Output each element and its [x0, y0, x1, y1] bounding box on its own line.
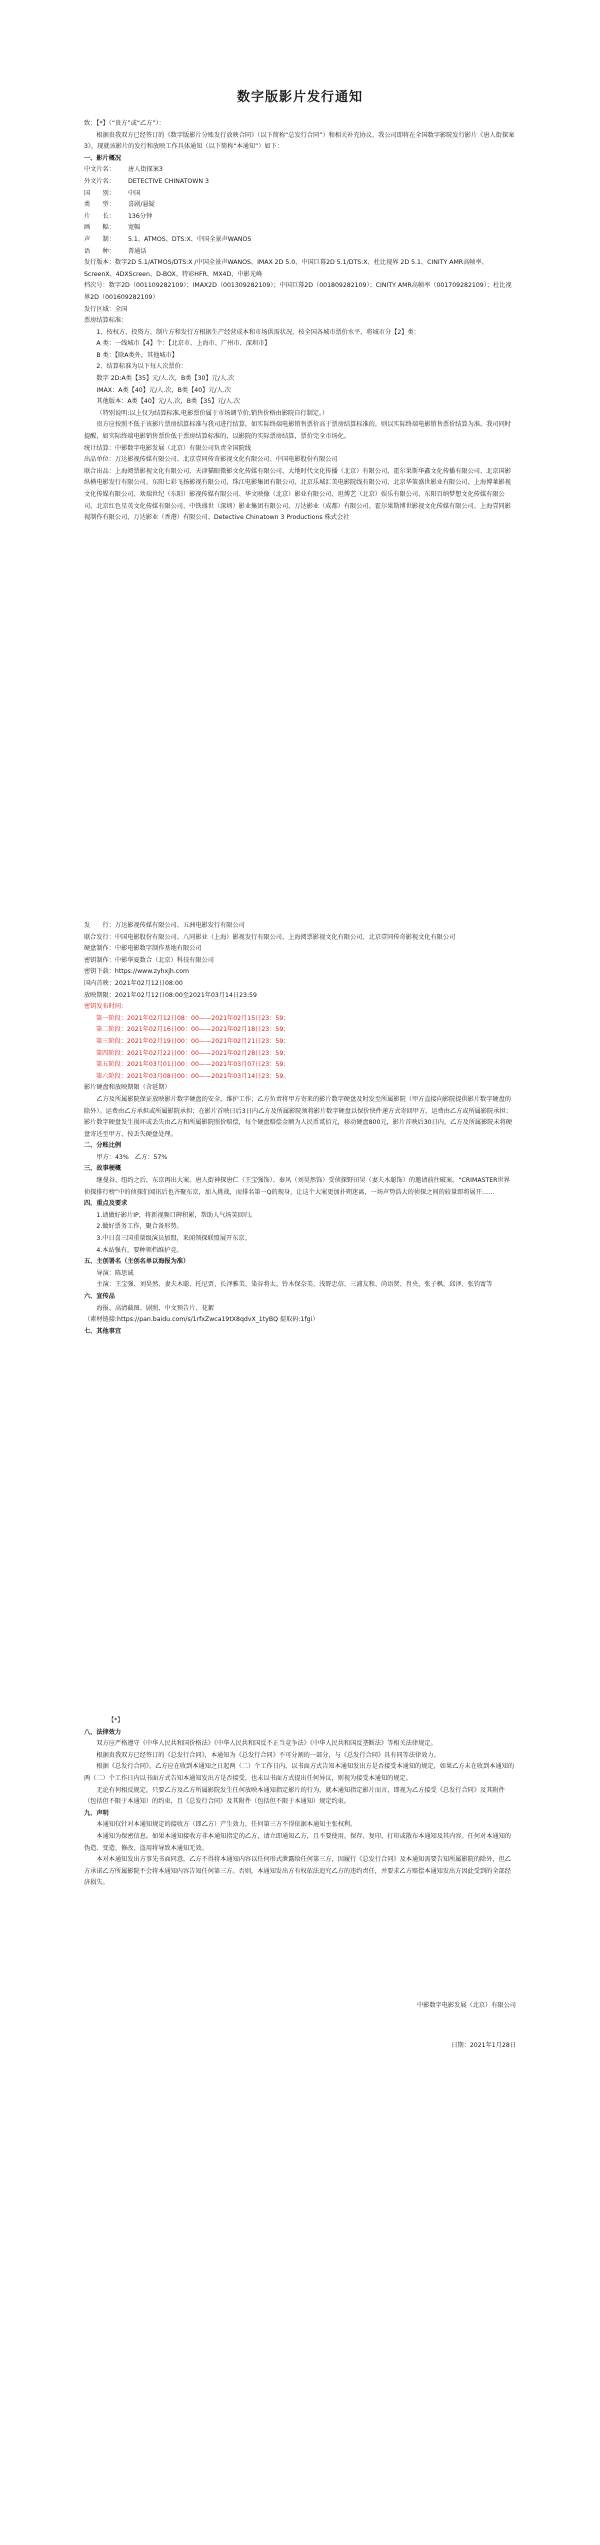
recipient-line: 致：【*】（“贵方”或“乙方”）：	[84, 120, 165, 127]
settlement-item: B 类：【除A类外，其他城市】	[96, 351, 178, 359]
info-row: 语 种： 普通话	[84, 247, 147, 255]
promo-items: 海报、高清截图、剧照、中文预告片、花絮	[96, 1304, 214, 1312]
info-row: 外文片名： DETECTIVE CHINATOWN 3	[84, 177, 209, 185]
info-row: 国 别： 中国	[84, 189, 141, 197]
intro-paragraph: 根据贵我双方已经签订的《数字版影片分账发行放映合同》（以下简称“总发行合同”）和相关补充协议，我公司即将在全国数字影院发行影片《唐人街探案3》，现就该影片的发行和放映工作具体通知（以下简称“本通知”）如下：	[84, 131, 515, 151]
section-heading-promo: 六、宣传品	[84, 1293, 115, 1300]
declaration-paragraph: 本对本通知发出方事先书面同意，乙方不得将本通知内容以任何形式泄露给任何第三方，因履行《总发行合同》及本通知需要告知所属影院的除外，但乙方承诺乙方所属影院不会将本通知内容告知任何第三方。否则，本通知发出方有权依法追究乙方的违约责任，并要求乙方赔偿本通知发出方因此受到的全部经济损失。	[84, 1856, 511, 1887]
key-stage-row: 第四阶段：2021年02月22日00：00——2021年02月28日23：59；	[96, 1049, 290, 1057]
format-codes: 档次号：数字2D（001109282109）；IMAX2D（001309282109）；中国巨幕2D（001809282109）；CINITY AMR高帧率（001709282109）；杜比视界2D（001609282109）	[84, 282, 512, 301]
legal-paragraph: 根据贵我双方已经签订的《总发行合同》，本通知为《总发行合同》不可分割的一部分，与《总发行合同》具有同等法律效力。	[96, 1751, 440, 1759]
settlement-item: A 类：一线城市【4】个：【北京市、上海市、广州市、深圳市】	[96, 340, 271, 348]
key-schedule-heading: 密钥发布时间：	[84, 1003, 128, 1011]
key-maker-line: 密钥制作：中影华夏数合（北京）科技有限公司	[84, 956, 214, 964]
release-date-line: 国内首映：2021年02月12日08:00	[84, 979, 183, 987]
info-row: 画 幅： 宽幅	[84, 224, 141, 232]
party-mark: 【*】	[108, 1717, 124, 1724]
section-heading-film-overview: 一、影片概况	[84, 154, 122, 162]
coproducer-line: 联合出品：上海阅票影视文化有限公司、天津猫眼微影文化传媒有限公司、大地时代文化传播（北京）有限公司、霍尔果斯华鑫文化传播有限公司、北京国影纵横电影发行有限公司、东阳七彩飞扬影视有限公司、珠江电影集团有限公司、北京乐城汇美电影院线有限公司、北京华策盛世影业有限公司、上海博莱影视文化传媒有限公司、欢瑞世纪（东阳）影视传媒有限公司、华文映像（北京）影业有限公司、坦博艺（北京）娱乐有限公司、东阳百纳梦想文化传媒有限公司、北京红色星英文化传媒有限公司、中铁盛世（深圳）影业集团有限公司、万达影业（成都）有限公司、霍尔果斯博世影视文化传媒有限公司、上海壹同影视制作有限公司、万达影业（香港）有限公司、Detective Chinatown 3 Productions 株式会社	[84, 467, 511, 522]
settlement-item: 其他版本：A类【40】元/人.次，B类【35】元/人.次	[96, 398, 241, 406]
key-stage-row: 第一阶段：2021年02月12日08：00——2021年02月15日23：59；	[96, 1014, 290, 1022]
promo-link[interactable]: （素材链接:https://pan.baidu.com/s/1rfxZwca19tX8qdvX_1tyBQ 提取码:1fgi）	[84, 1316, 319, 1324]
synopsis-paragraph: 继曼谷、纽约之后，东京再出大案。唐人街神探唐仁（王宝强饰）、秦风（刘昊然饰）受侦探野田昊（妻夫木聪饰）的邀请前往破案。“CRIMASTER世界侦探排行榜”中的侦探们闻讯后也齐聚东京，加入挑战，而排名第一Q的现身，让这个大案更加扑朔迷离，一场声势浩大的侦探之间的较量即将展开……	[84, 1177, 510, 1196]
info-row: 片 长： 136分钟	[84, 212, 153, 220]
settlement-paragraph: 贵方应按照不低于该影片票房结算标准与我司进行结算，如实际终端电影销售票价高于票房结算标准的，则以实际终端电影销售票价结算为准。我司同时提醒，如实际终端电影销售票价低于票房结算标准的，以影院的实际票房结算，票价完全市场化。	[84, 421, 511, 441]
settlement-item: IMAX：A类【40】元/人.次，B类【40】元/人.次	[96, 386, 231, 394]
legal-paragraph: 双方应严格遵守《中华人民共和国价格法》《中华人民共和国反不正当竞争法》《中华人民共和国反垄断法》等相关法律规定。	[96, 1740, 437, 1748]
legal-paragraph: 根据《总发行合同》，乙方应在收到本通知之日起两（二）个工作日内，以书面方式告知本通知发出方是否接受本通知的规定，如果乙方未在收到本通知的两（二）个工作日内以书面方式告知本通知发出方是否接受，也未以书面方式提出任何异议，则视为接受本通知的规定。	[84, 1763, 515, 1782]
section-heading-synopsis: 三、故事梗概	[84, 1165, 122, 1173]
info-row: 中文片名： 唐人街探案3	[84, 166, 163, 174]
key-download-line: 密钥下载：https://www.zyhxjh.com	[84, 968, 190, 976]
release-region: 发行区域：全国	[84, 305, 128, 313]
declaration-paragraph: 本通知为保密信息。如果本通知接收方非本通知指定的乙方，请立即通知乙方，且不要使用、保存、复印、打印或散布本通知及其内容。任何对本通知的伪造、变造、修改、盗用将导致本通知无效。	[84, 1832, 511, 1852]
codistributor-line: 联合发行：中国电影股份有限公司、八同影业（上海）影视发行有限公司、上海阅票影视文化有限公司、北京壹同传奇影视文化有限公司	[84, 933, 456, 941]
section-heading-split: 二、分账比例	[84, 1142, 122, 1150]
screening-period-line: 放映期限：2021年02月12日08:00至2021年03月14日23:59	[84, 991, 257, 999]
film-info-list	[84, 164, 516, 257]
settlement-item: 1、按权方、投资方、制片方和发行方根据生产经营成本和市场供需状况，按全国各城市票价水平，将城市分【2】类：	[96, 328, 420, 336]
key-stage-row: 第三阶段：2021年02月19日00：00——2021年02月21日23：59；	[96, 1037, 290, 1045]
notice-body-part-3	[84, 1715, 516, 1889]
info-row: 类 型： 喜剧/悬疑	[84, 201, 155, 209]
hdd-line: 硬盘制作：中影电影数字制作基地有限公司	[84, 945, 202, 953]
director-line: 导演：陈思诚	[96, 1269, 134, 1277]
issue-date: 日期：2021年1月28日	[451, 2042, 516, 2049]
producer-line: 出品单位：万达影视传媒有限公司、北京壹同传奇影视文化有限公司、中国电影股份有限公司	[84, 456, 338, 464]
legal-paragraph: 无论有何相反规定，只要乙方及乙方所属影院发生任何放映本通知指定影片的行为，就本通知指定影片而言，即视为乙方接受《总发行合同》及其附件（包括但不限于本通知）的约束，且《总发行合同》及其附件（包括但不限于本通知）规定约束。	[84, 1786, 505, 1806]
document-title: 数字版影片发行通知	[236, 90, 363, 105]
requirement-item: 2.做好票务工作，聚合备形势。	[96, 1223, 183, 1231]
declaration-paragraph: 本通知仅针对本通知规定的接收方（即乙方）产生效力，任何第三方不得依据本通知主张权利。	[96, 1821, 357, 1829]
distributor-line: 发 行：万达影视传媒有限公司、五洲电影发行有限公司	[84, 922, 245, 929]
release-formats: 发行版本：数字2D 5.1/ATMOS/DTS:X /中国全景声WANOS、IMAX 2D 5.0、中国巨幕2D 5.1/DTS:X、杜比视界 2D 5.1、CINITY AMR高帧率、ScreenX、4DXScreen、D-BOX、特彩HFR、MX4D、中影光峰	[84, 259, 488, 278]
split-ratio: 甲方：43% 乙方：57%	[96, 1153, 168, 1161]
key-stage-row: 第六阶段：2021年03月08日00：00——2021年03月14日23：59。	[96, 1072, 290, 1080]
settlement-item: 数字 2D:A类【35】元/人.次，B类【30】元/人.次	[96, 375, 235, 383]
requirement-item: 4.本站强有，要种领档维护竞。	[96, 1246, 183, 1254]
statistics-line: 统计结算：中影数字电影发展（北京）有限公司负责全国院线	[84, 444, 252, 452]
issuer-company: 中影数字电影发展（北京）有限公司	[417, 2002, 516, 2009]
notice-body-part-1	[84, 118, 516, 524]
section-heading-requirements: 四、重点及要求	[84, 1200, 128, 1208]
key-stage-row: 第二阶段：2021年02月16日00：00——2021年02月18日23：59；	[96, 1026, 290, 1034]
info-row: 声 制： 5.1、ATMOS、DTS:X、中国全景声WANOS	[84, 235, 252, 243]
requirement-item: 1.请做好影片IP，将新视频口碑积累，帮助人气场笑回归。	[96, 1211, 257, 1219]
section-heading-declaration: 九、声明	[84, 1809, 109, 1817]
settlement-item: 2、结算标准为以下每人次票价：	[96, 363, 187, 371]
requirement-item: 3.中日喜三国重量级演员加盟，来闻领探联盟展开东京。	[96, 1235, 251, 1243]
notice-body-part-2	[84, 920, 516, 1337]
key-stage-row: 第五阶段：2021年03月01日00：00——2021年03月07日23：59；	[96, 1061, 290, 1069]
settlement-heading: 票房结算标准：	[84, 317, 128, 325]
hard-drive-paragraph: 乙方及所属影院保证放映影片数字硬盘的安全，维护工作；乙方负责将甲方寄来的影片数字硬盘及时发至所属影院（甲方直接向影院提供影片数字硬盘的除外）。运费由乙方承担或所属影院承担；在影片首映日后3日内乙方及所属影院须将影片数字硬盘以保价快件递方式寄回甲方，运费由乙方或所属影院承担；影片数字硬盘发生损坏或丢失由乙方和所属影院照价赔偿，每个硬盘赔偿金额为人民币贰佰元，移动硬盘800元，影片首映后30日内，乙方及所属影院未将硬盘寄还至甲方，按丢失硬盘处理。	[84, 1095, 513, 1138]
section-heading-other: 七、其他事宜	[84, 1327, 122, 1335]
cast-line: 主演：王宝强、刘昊然、妻夫木聪、托尼贾、长泽雅美、染谷将太、铃木保奈美、浅野忠信、三浦友和、尚语贤、肖央、张子枫、邱泽、张钧甯等	[96, 1281, 493, 1289]
key-note: 影片硬盘和放映期限（含延期）	[84, 1084, 171, 1092]
section-heading-legal: 八、法律效力	[84, 1728, 122, 1736]
section-heading-credits: 五、主创署名（主创名单以海报为准）	[84, 1258, 190, 1266]
settlement-note: （特别说明:以上仅为结算标准,电影票价属于市场调节价,销售价格由影院自行制定。）	[96, 409, 329, 417]
